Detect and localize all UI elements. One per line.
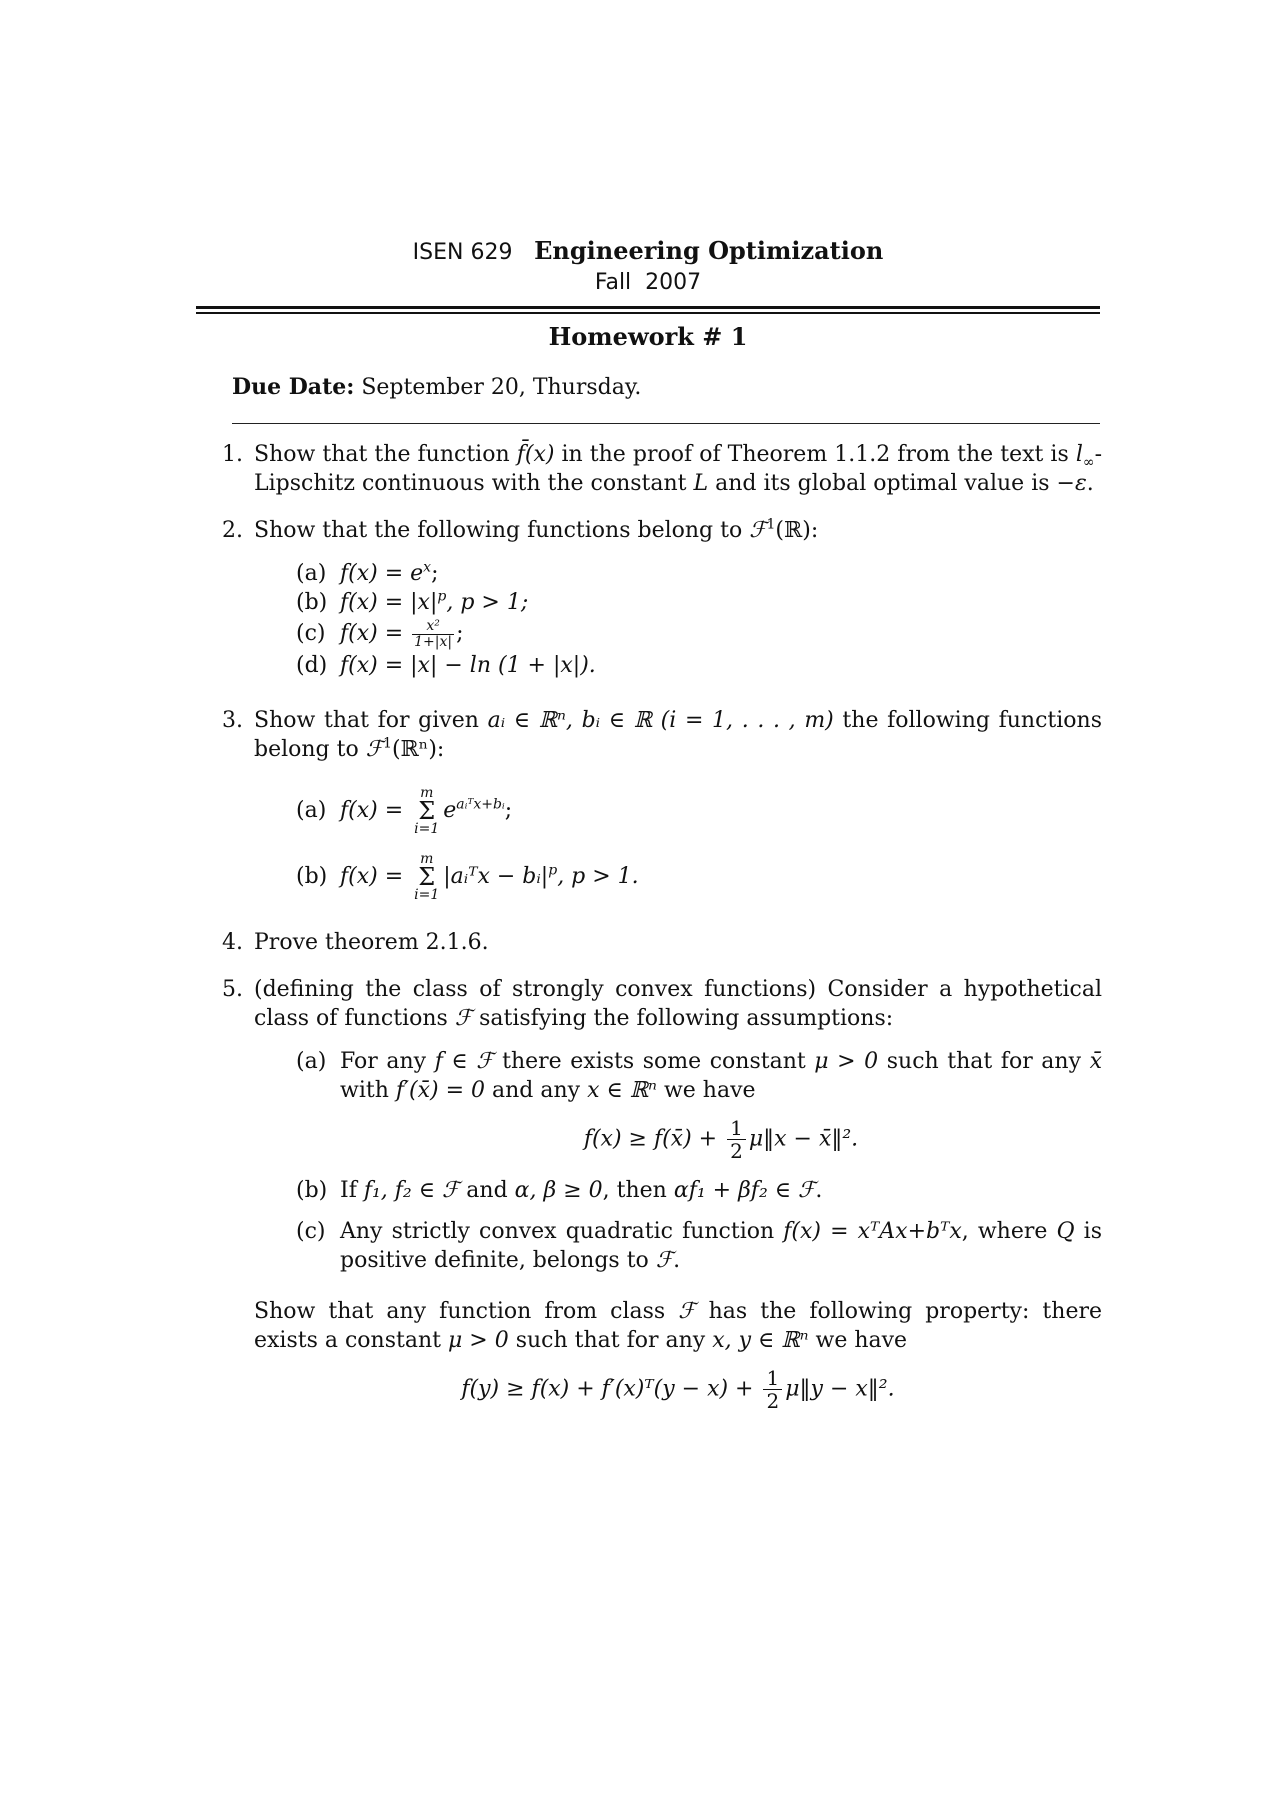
problem-text: -Lipschitz continuous with the constant xyxy=(254,442,1102,496)
subproblem-list xyxy=(254,778,1102,910)
fraction-numerator: 1 xyxy=(763,1367,782,1390)
course-term: Fall 2007 xyxy=(594,270,702,295)
math-class-F: ℱ xyxy=(365,737,384,762)
subproblem-label: (b) xyxy=(296,1178,328,1203)
math-superscript: 1 xyxy=(766,516,776,533)
sum-lower-limit: i=1 xyxy=(414,887,440,903)
problem-number: 4. xyxy=(222,930,243,955)
math-punct: ; xyxy=(431,561,439,586)
problem-text: there exists some constant xyxy=(493,1049,815,1074)
math-infinity-subscript: ∞ xyxy=(1082,454,1095,471)
problem-text: such that for any xyxy=(878,1049,1090,1074)
math-inline: f(x) = xᵀAx+bᵀx xyxy=(783,1219,962,1244)
fraction-denominator: 2 xyxy=(766,1389,780,1413)
sum-upper-limit: m xyxy=(420,851,434,867)
fraction-denominator: 1+|x| xyxy=(414,633,453,650)
math-expression: μ‖y − x‖². xyxy=(785,1376,895,1402)
problem-text: such that for any xyxy=(508,1328,713,1353)
math-expression: μ‖x − x̄‖². xyxy=(748,1126,859,1152)
problem-text: has the following property: there exists a constant xyxy=(254,1299,1102,1353)
problem-text: Show that the function xyxy=(254,442,517,467)
conclusion-paragraph xyxy=(254,1297,1102,1412)
problem-text: and xyxy=(459,1178,515,1203)
math-given: aᵢ ∈ ℝⁿ, bᵢ ∈ ℝ (i = 1, . . . , m) xyxy=(487,708,834,733)
subproblem-a xyxy=(296,778,1102,844)
math-inline: f ∈ ℱ xyxy=(434,1049,494,1074)
sum-sigma: Σ xyxy=(418,863,436,891)
course-code: ISEN 629 xyxy=(412,240,513,265)
problem-text: Show that any function from class xyxy=(254,1299,679,1324)
math-expression: , p > 1; xyxy=(446,590,529,615)
math-inline: α, β ≥ 0 xyxy=(514,1178,603,1203)
section-rule xyxy=(232,423,1100,424)
math-inline: x ∈ ℝⁿ xyxy=(587,1078,657,1103)
problem-text: we have xyxy=(808,1328,908,1353)
math-L: L xyxy=(693,471,709,496)
math-fraction-half xyxy=(763,1367,782,1412)
math-fraction xyxy=(412,619,454,650)
problem-text: (defining the class of strongly convex functions) Consider a hypothetical class of functions xyxy=(254,977,1102,1031)
homework-title: Homework # 1 xyxy=(548,322,748,351)
math-superscript: p xyxy=(548,862,558,879)
problem-number: 1. xyxy=(222,442,243,467)
math-class-arg: (ℝ): xyxy=(775,518,819,543)
problem-1 xyxy=(222,440,1102,498)
math-inline: μ > 0 xyxy=(447,1328,509,1353)
course-title-line xyxy=(196,236,1100,268)
math-inline: Q xyxy=(1056,1219,1075,1244)
math-inline: f₁, f₂ ∈ ℱ xyxy=(363,1178,460,1203)
subproblem-list xyxy=(254,559,1102,680)
problem-text: . xyxy=(815,1178,823,1203)
problem-text: Show that for given xyxy=(254,708,488,733)
problem-text: satisfying the following assumptions: xyxy=(472,1006,894,1031)
math-fbar: f̄(x) xyxy=(516,442,555,467)
problem-text: Any strictly convex quadratic function xyxy=(340,1219,784,1244)
subproblem-label: (a) xyxy=(296,798,327,823)
problem-text: and its global optimal value is xyxy=(708,471,1057,496)
subproblem-label: (c) xyxy=(296,621,326,646)
course-name: Engineering Optimization xyxy=(534,236,884,265)
problem-text: . xyxy=(1086,471,1094,496)
math-inline: x̄ xyxy=(1089,1049,1102,1074)
problem-text: and any xyxy=(485,1078,588,1103)
subproblem-b xyxy=(296,1176,1102,1205)
problem-text: . xyxy=(673,1248,681,1273)
math-class-arg: (ℝⁿ): xyxy=(391,737,445,762)
summation xyxy=(414,786,439,836)
fraction-numerator: x² xyxy=(412,619,454,635)
sum-sigma: Σ xyxy=(418,797,436,825)
problem-number: 2. xyxy=(222,518,243,543)
problem-text: is positive definite, belongs to xyxy=(340,1219,1102,1273)
header-double-rule xyxy=(196,306,1100,314)
due-date-label: Due Date: xyxy=(232,374,355,400)
math-inline: f′(x̄) = 0 xyxy=(395,1078,486,1103)
math-expression: f(x) = xyxy=(340,621,411,646)
course-header xyxy=(196,236,1100,298)
subproblem-c xyxy=(296,617,1102,651)
subproblem-label: (d) xyxy=(296,653,328,678)
problem-4 xyxy=(222,928,1102,957)
math-fraction-half xyxy=(727,1117,746,1162)
subproblem-d xyxy=(296,651,1102,680)
subproblem-b xyxy=(296,588,1102,617)
subproblem-label: (c) xyxy=(296,1219,326,1244)
math-inline: ℱ xyxy=(655,1248,674,1273)
problem-text: in the proof of Theorem 1.1.2 from the text is xyxy=(554,442,1076,467)
math-expression: f(x) = xyxy=(340,864,411,889)
due-date-value: September 20, Thursday. xyxy=(361,375,642,400)
problem-text: the following functions belong to xyxy=(254,708,1102,762)
problem-2 xyxy=(222,516,1102,680)
subproblem-label: (b) xyxy=(296,590,328,615)
problem-list xyxy=(222,440,1102,1430)
math-l: l xyxy=(1075,442,1083,467)
math-class-F: ℱ xyxy=(749,518,767,543)
problem-text: Prove theorem 2.1.6. xyxy=(254,930,489,955)
subproblem-label: (a) xyxy=(296,561,327,586)
fraction-denominator: 2 xyxy=(730,1139,743,1163)
subproblem-c xyxy=(296,1217,1102,1275)
problem-text: , then xyxy=(602,1178,674,1203)
final-display-equation xyxy=(254,1367,1102,1412)
subproblem-a xyxy=(296,559,1102,588)
math-punct: ; xyxy=(456,621,464,646)
math-inline: x, y ∈ ℝⁿ xyxy=(712,1328,809,1353)
math-superscript: p xyxy=(437,588,447,605)
math-expression: f(x) ≥ f(x̄) + xyxy=(583,1126,725,1152)
problem-text: For any xyxy=(340,1049,435,1074)
display-equation xyxy=(340,1117,1102,1162)
problem-number: 3. xyxy=(222,708,243,733)
summation xyxy=(414,852,439,902)
fraction-numerator: 1 xyxy=(727,1117,746,1140)
subproblem-a xyxy=(296,1047,1102,1162)
math-expression: e xyxy=(443,798,457,823)
due-date xyxy=(232,373,641,402)
problem-number: 5. xyxy=(222,977,243,1002)
math-expression: f(y) ≥ f(x) + f′(x)ᵀ(y − x) + xyxy=(461,1376,761,1402)
problem-5 xyxy=(222,975,1102,1412)
math-inline: μ > 0 xyxy=(814,1049,879,1074)
subproblem-b xyxy=(296,844,1102,910)
math-inline: ℱ xyxy=(678,1299,696,1324)
math-expression: f(x) = |x| − ln (1 + |x|). xyxy=(340,653,596,678)
subproblem-list xyxy=(254,1047,1102,1275)
sum-upper-limit: m xyxy=(420,785,434,801)
sum-lower-limit: i=1 xyxy=(414,821,440,837)
problem-3 xyxy=(222,706,1102,910)
math-expression: f(x) = xyxy=(340,798,411,823)
math-expression: |aᵢᵀx − bᵢ| xyxy=(443,864,549,889)
math-punct: ; xyxy=(504,798,513,823)
math-inline: αf₁ + βf₂ ∈ ℱ xyxy=(673,1178,816,1203)
math-superscript: aᵢᵀx+bᵢ xyxy=(456,796,505,813)
subproblem-label: (a) xyxy=(296,1049,327,1074)
math-class-F: ℱ xyxy=(454,1006,473,1031)
math-expression: f(x) = e xyxy=(340,561,424,586)
math-superscript: x xyxy=(423,559,432,576)
problem-text: If xyxy=(340,1178,364,1203)
problem-text: , where xyxy=(961,1219,1057,1244)
math-neg-epsilon: −ε xyxy=(1056,471,1087,496)
math-superscript: 1 xyxy=(383,735,392,752)
problem-text: we have xyxy=(656,1078,756,1103)
problem-text: with xyxy=(340,1078,396,1103)
problem-text: Show that the following functions belong to xyxy=(254,518,750,543)
math-expression: , p > 1. xyxy=(557,864,639,889)
math-expression: f(x) = |x| xyxy=(340,590,438,615)
subproblem-label: (b) xyxy=(296,864,328,889)
